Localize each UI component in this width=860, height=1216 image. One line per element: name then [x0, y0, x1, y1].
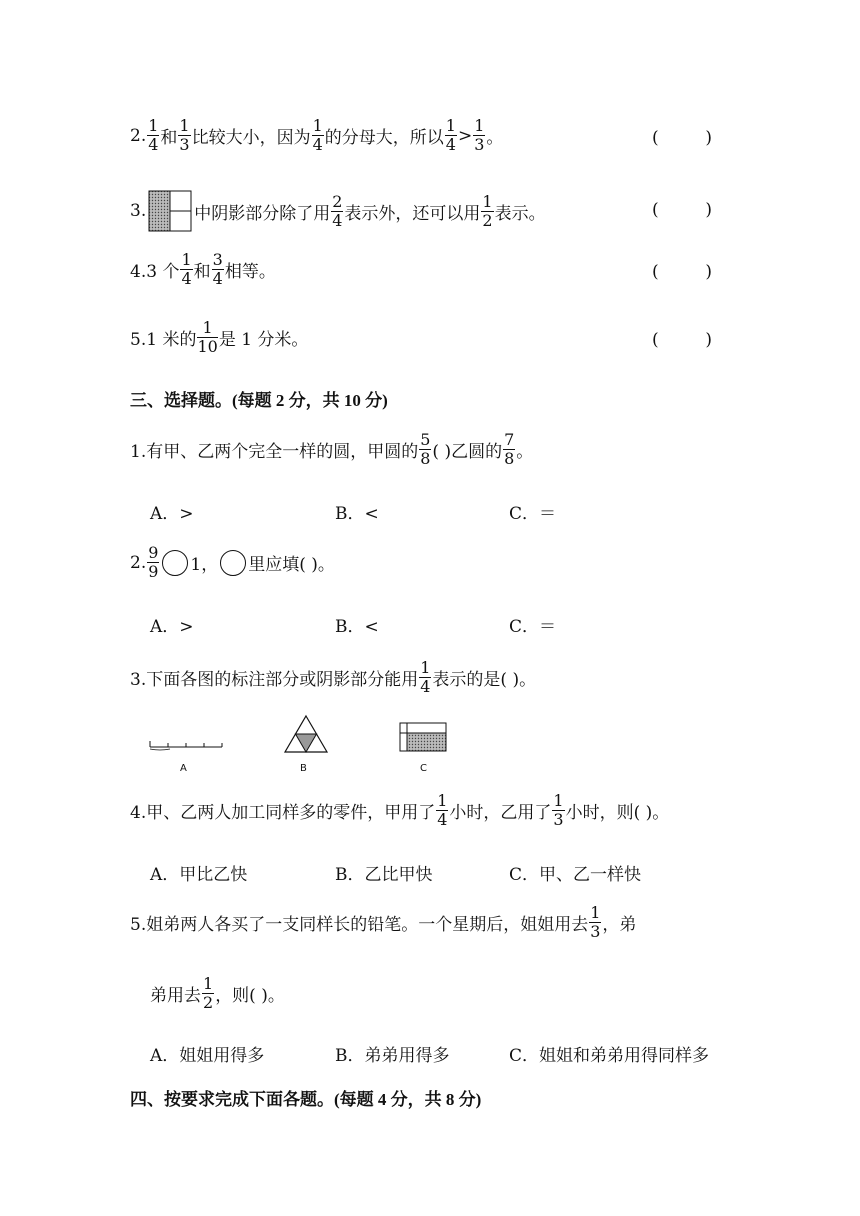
choice-q1 — [130, 432, 533, 467]
numerator: 1 — [445, 116, 456, 135]
text: 1， — [190, 555, 219, 575]
option-a[interactable]: A．> — [150, 617, 194, 637]
text: 和 — [193, 262, 211, 282]
text: ( )乙圆的 — [432, 442, 503, 462]
paren-close: ) — [705, 262, 712, 282]
paren-close: ) — [705, 200, 712, 220]
choice-q4 — [130, 793, 669, 828]
text: 里应填( )。 — [248, 555, 335, 575]
text: 小时，则( )。 — [565, 803, 670, 823]
figure-a-label: A — [180, 763, 187, 774]
option-c[interactable]: C．甲、乙一样快 — [509, 865, 642, 885]
answer-blank[interactable] — [652, 128, 712, 148]
paren-close: ) — [705, 330, 712, 350]
judge-q2 — [130, 118, 503, 153]
fraction — [589, 905, 601, 940]
text: 小时，乙用了 — [449, 803, 552, 823]
fraction — [202, 976, 214, 1011]
numerator: 1 — [203, 974, 214, 993]
numerator: 5 — [420, 430, 431, 449]
choice-q5-continued — [150, 976, 285, 1011]
figure-b-triangle[interactable] — [283, 714, 329, 754]
denominator: 8 — [420, 449, 431, 468]
denominator: 9 — [148, 562, 159, 581]
numerator: 9 — [148, 543, 159, 562]
numerator: 1 — [590, 903, 601, 922]
paren-open: ( — [652, 262, 659, 282]
fraction — [481, 191, 493, 230]
option-b[interactable]: B．乙比甲快 — [335, 865, 433, 885]
text: 是 1 分米。 — [218, 330, 309, 350]
text: 中阴影部分除了用 — [194, 203, 331, 224]
q-number: 4.3 个 — [130, 262, 180, 282]
numerator: 1 — [148, 116, 159, 135]
text: 3.下面各图的标注部分或阴影部分能用 — [130, 670, 419, 690]
answer-blank[interactable] — [652, 330, 712, 350]
judge-q3 — [130, 190, 546, 232]
paren-open: ( — [652, 128, 659, 148]
q-number: 2. — [130, 125, 147, 146]
circle-blank-icon[interactable] — [162, 550, 188, 576]
numerator: 1 — [420, 658, 431, 677]
judge-q4 — [130, 252, 276, 287]
option-a[interactable]: A．> — [150, 504, 194, 524]
text: 。 — [516, 442, 534, 462]
numerator: 1 — [181, 250, 192, 269]
paren-open: ( — [652, 330, 659, 350]
option-a[interactable]: A．姐姐用得多 — [150, 1046, 265, 1066]
fraction — [331, 191, 343, 230]
circle-icon — [220, 550, 246, 576]
numerator: 1 — [312, 116, 323, 135]
fraction — [419, 432, 431, 467]
judge-q5 — [130, 320, 308, 355]
section-title: 三、选择题。(每题 2 分，共 10 分) — [130, 391, 388, 410]
numerator: 1 — [202, 318, 213, 337]
answer-blank[interactable] — [652, 200, 712, 220]
paren-open: ( — [652, 200, 659, 220]
figure-b-label: B — [300, 763, 307, 774]
fraction — [178, 118, 190, 153]
text: 表示。 — [494, 203, 546, 224]
text: ，弟 — [602, 915, 637, 935]
option-b[interactable]: B．< — [335, 504, 379, 524]
denominator: 3 — [179, 135, 190, 154]
greater-than: > — [457, 125, 473, 146]
denominator: 4 — [212, 269, 223, 288]
denominator: 4 — [312, 135, 323, 154]
fraction — [445, 118, 457, 153]
fraction — [436, 793, 448, 828]
fraction — [180, 252, 192, 287]
q-number: 5.1 米的 — [130, 330, 197, 350]
text: 比较大小，因为 — [191, 128, 311, 148]
numerator: 1 — [474, 116, 485, 135]
denominator: 4 — [445, 135, 456, 154]
section-title: 四、按要求完成下面各题。(每题 4 分，共 8 分) — [130, 1090, 482, 1109]
text: 。 — [486, 128, 504, 148]
text: 的分母大，所以 — [324, 128, 444, 148]
denominator: 10 — [197, 337, 218, 356]
figure-c-label: C — [420, 763, 427, 774]
text: 5.姐弟两人各买了一支同样长的铅笔。一个星期后，姐姐用去 — [130, 915, 589, 935]
option-c[interactable]: C．＝ — [509, 504, 557, 524]
text: 相等。 — [224, 262, 276, 282]
denominator: 2 — [203, 993, 214, 1012]
denominator: 3 — [590, 922, 601, 941]
answer-blank[interactable] — [652, 262, 712, 282]
numerator: 3 — [212, 250, 223, 269]
text: ，则( )。 — [215, 986, 285, 1006]
text: 4.甲、乙两人加工同样多的零件，甲用了 — [130, 803, 436, 823]
numerator: 2 — [332, 191, 343, 211]
denominator: 4 — [332, 210, 343, 230]
choice-q2 — [130, 545, 335, 580]
choice-q5 — [130, 905, 636, 940]
numerator: 1 — [553, 791, 564, 810]
option-c[interactable]: C．＝ — [509, 617, 557, 637]
fraction — [419, 660, 431, 695]
fraction — [473, 118, 485, 153]
numerator: 1 — [437, 791, 448, 810]
fraction — [312, 118, 324, 153]
text: 2. — [130, 552, 147, 573]
fraction — [503, 432, 515, 467]
denominator: 4 — [437, 810, 448, 829]
text: 表示外，还可以用 — [344, 203, 481, 224]
denominator: 8 — [504, 449, 515, 468]
option-b[interactable]: B．弟弟用得多 — [335, 1046, 450, 1066]
text: 和 — [160, 128, 178, 148]
paren-close: ) — [705, 128, 712, 148]
denominator: 3 — [553, 810, 564, 829]
numerator: 1 — [482, 191, 493, 211]
text: 弟用去 — [150, 986, 201, 1006]
fraction — [147, 545, 159, 580]
denominator: 2 — [482, 210, 493, 230]
option-b[interactable]: B．< — [335, 617, 379, 637]
fraction — [552, 793, 564, 828]
q-number: 3. — [130, 201, 147, 221]
option-a[interactable]: A．甲比乙快 — [150, 865, 248, 885]
figure-c-rectangle[interactable] — [399, 722, 447, 752]
figure-a-segment[interactable] — [148, 737, 226, 751]
denominator: 4 — [181, 269, 192, 288]
fraction — [197, 320, 217, 355]
numerator: 7 — [504, 430, 515, 449]
choice-q3 — [130, 660, 536, 695]
square-shaded-figure — [148, 190, 192, 232]
text: 1.有甲、乙两个完全一样的圆，甲圆的 — [130, 442, 419, 462]
fraction — [212, 252, 224, 287]
numerator: 1 — [179, 116, 190, 135]
option-c[interactable]: C．姐姐和弟弟用得同样多 — [509, 1046, 710, 1066]
denominator: 3 — [474, 135, 485, 154]
fraction — [147, 118, 159, 153]
denominator: 4 — [148, 135, 159, 154]
denominator: 4 — [420, 677, 431, 696]
text: 表示的是( )。 — [432, 670, 537, 690]
